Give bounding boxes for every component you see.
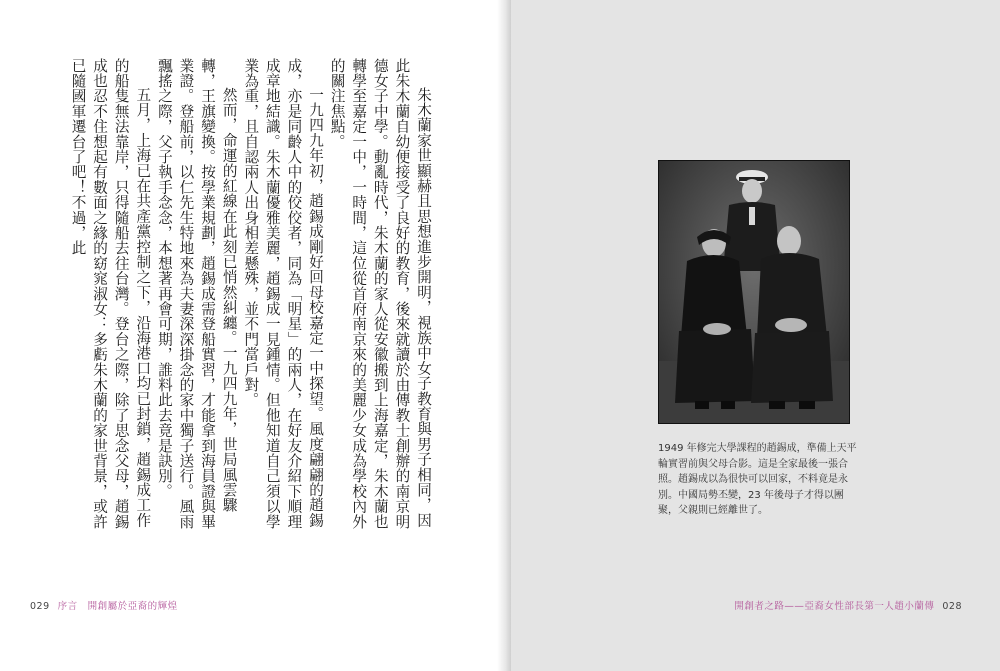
book-gutter: [497, 0, 511, 671]
paragraph: 朱木蘭家世顯赫且思想進步開明，視族中女子教育與男子相同，因此朱木蘭自幼便接受了良好的教育，後來就讀於由傳教士創辦的南京明德女子中學。動亂時代，朱木蘭的家人從安徽搬到上海嘉定，朱木蘭也轉學至嘉定一中，一時間，這位從首府南京來的美麗少女成為學校內外的關注焦點。: [328, 58, 432, 530]
family-photo: [658, 160, 850, 424]
right-footer: [734, 598, 962, 612]
paragraph: 一九四九年初，趙錫成剛好回母校嘉定一中探望。風度翩翩的趙錫成，亦是同齡人中的佼佼者，同為「明星」的兩人，在好友介紹下順理成章地結識。朱木蘭優雅美麗，趙錫成一見鍾情。但他知道自己須以學業為重，且自認兩人出身相差懸殊，並不門當戶對。: [242, 58, 325, 530]
photo-caption: 1949 年修完大學課程的趙錫成，準備上天平輪實習前與父母合影。這是全家最後一張合照。趙錫成以為很快可以回家，不料竟是永別。中國局勢丕變，23 年後母子才得以團聚，父親則已經離世了。: [658, 443, 857, 517]
page-number: 028: [942, 601, 962, 612]
family-photo-illustration: [659, 161, 849, 423]
running-title: 序言 開創屬於亞裔的輝煌: [57, 601, 178, 612]
body-text: [38, 58, 434, 538]
left-page: [0, 0, 497, 671]
running-title: 開創者之路——亞裔女性部長第一人趙小蘭傳: [734, 601, 935, 612]
page-number: 029: [30, 601, 50, 612]
paragraph: 五月，上海已在共產黨控制之下，沿海港口均已封鎖，趙錫成工作的船隻無法靠岸，只得隨船去往台灣。登台之際，除了思念父母，趙錫成也忍不住想起有數面之緣的窈窕淑女：多虧朱木蘭的家世背景，或許已隨國軍遷台了吧！不過，此: [69, 58, 152, 530]
paragraph: 然而，命運的紅線在此刻已悄然糾纏。一九四九年，世局風雲驟轉，王旗變換。按學業規劃，趙錫成需登船實習，才能拿到海員證與畢業證。登船前，以仁先生特地來為夫妻深深掛念的家中獨子送行。風雨飄搖之際，父子執手念念，本想著再會可期，誰料此去竟是訣別。: [155, 58, 238, 530]
left-footer: [30, 598, 178, 612]
